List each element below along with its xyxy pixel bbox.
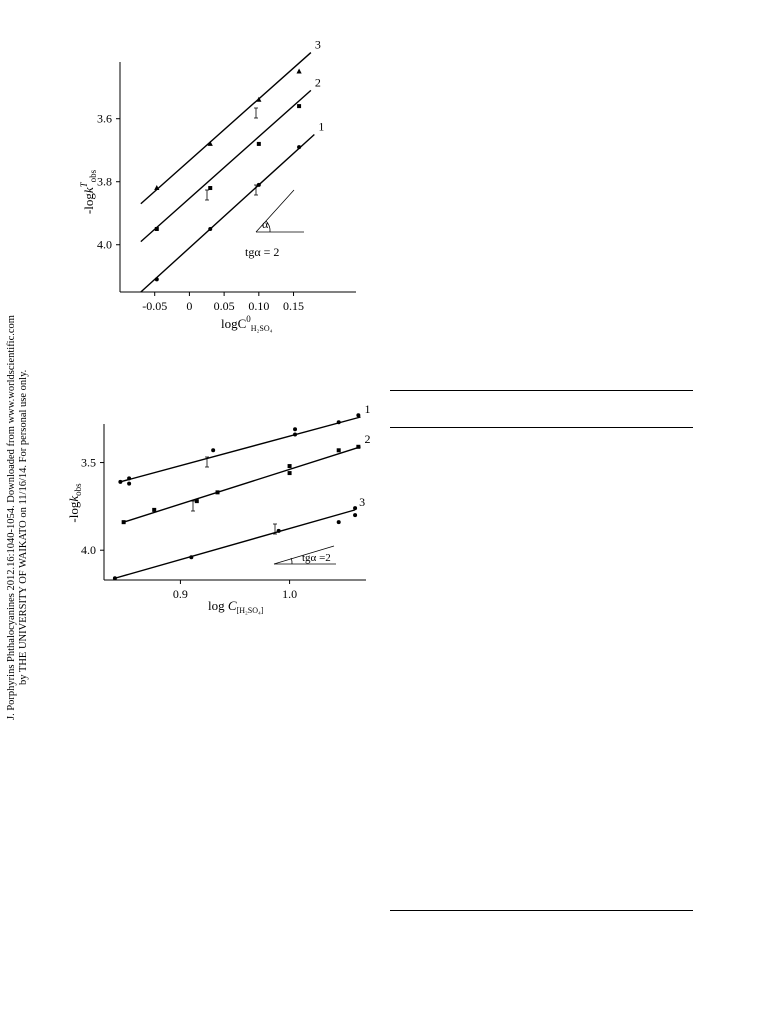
- data-point-s2-1: [152, 508, 156, 512]
- fit-line-2: [124, 447, 361, 522]
- data-point-s1-4: [293, 427, 297, 431]
- citation-line-2: by THE UNIVERSITY OF WAIKATO on 11/16/14. For personal use only.: [18, 369, 29, 685]
- x-tick-label: 1.0: [282, 587, 298, 601]
- fit-line-3: [115, 510, 355, 578]
- data-point-s3-1: [189, 555, 193, 559]
- data-point-s2-3: [216, 490, 220, 494]
- x-tick-label: 0.9: [172, 587, 188, 601]
- x-tick-label: 0.05: [213, 299, 235, 313]
- chart-1-slope-text: tgα = 2: [245, 245, 280, 259]
- chart-1-xlabel: logC$^0_{H_2SO_4}$: [221, 314, 273, 333]
- y-tick-label: 4.0: [81, 543, 96, 558]
- series-label-3: 3: [359, 494, 366, 509]
- series-label-1: 1: [318, 119, 325, 134]
- data-point-s3-2: [277, 529, 281, 533]
- data-point-s3-3: [337, 520, 341, 524]
- data-point-s1-3: [211, 448, 215, 452]
- data-point-s1-5: [293, 433, 297, 437]
- data-point-s2-4: [288, 464, 292, 468]
- data-point-s1-2: [127, 482, 131, 486]
- data-point-s3-5: [353, 506, 357, 510]
- data-point-s1-6: [337, 420, 341, 424]
- series-label-1: 1: [364, 401, 371, 416]
- x-tick-label: 0.10: [248, 299, 270, 313]
- x-tick-label: 0.15: [283, 299, 305, 313]
- table-rule-bottom: [390, 910, 693, 911]
- fit-line-1: [120, 417, 360, 482]
- data-point-s1-1: [127, 476, 131, 480]
- data-point-s2-2: [195, 499, 199, 503]
- data-point-s2-5: [288, 471, 292, 475]
- y-tick-label: 3.6: [97, 111, 112, 126]
- data-point-s2-7: [356, 445, 360, 449]
- chart-1-ylabel: -logk$^T_{obs}$: [79, 169, 98, 215]
- citation-line-1: J. Porphyrins Phthalocyanines 2012.16:1040-1054. Downloaded from www.worldscientific.com: [6, 315, 17, 720]
- data-point-s1-7: [356, 413, 360, 417]
- chart-2-points: [113, 402, 371, 580]
- data-point-s2-6: [337, 448, 341, 452]
- chart-1-angle-label: α: [262, 217, 269, 231]
- y-tick-label: 4.0: [97, 237, 112, 252]
- chart-2-xlabel: $\log C_{[H_2SO_4]}$: [208, 598, 264, 615]
- x-tick-label: -0.05: [142, 299, 168, 313]
- chart-2-ylabel: -logk$_{obs}$: [66, 483, 83, 523]
- x-tick-label: 0: [186, 299, 193, 313]
- y-tick-label: 3.8: [97, 174, 112, 189]
- data-point-s3-0: [113, 576, 117, 580]
- data-point-s3-4: [353, 513, 357, 517]
- data-point-s2-0: [122, 520, 126, 524]
- error-bar: [191, 501, 195, 511]
- series-label-3: 3: [314, 37, 321, 52]
- chart-2-slope-text: tgα =2: [302, 552, 331, 564]
- series-label-2: 2: [364, 431, 371, 446]
- y-tick-label: 3.5: [81, 455, 96, 470]
- data-point-s1-0: [118, 480, 122, 484]
- series-label-2: 2: [314, 75, 321, 90]
- chart-2-slope-annotation: [274, 546, 336, 564]
